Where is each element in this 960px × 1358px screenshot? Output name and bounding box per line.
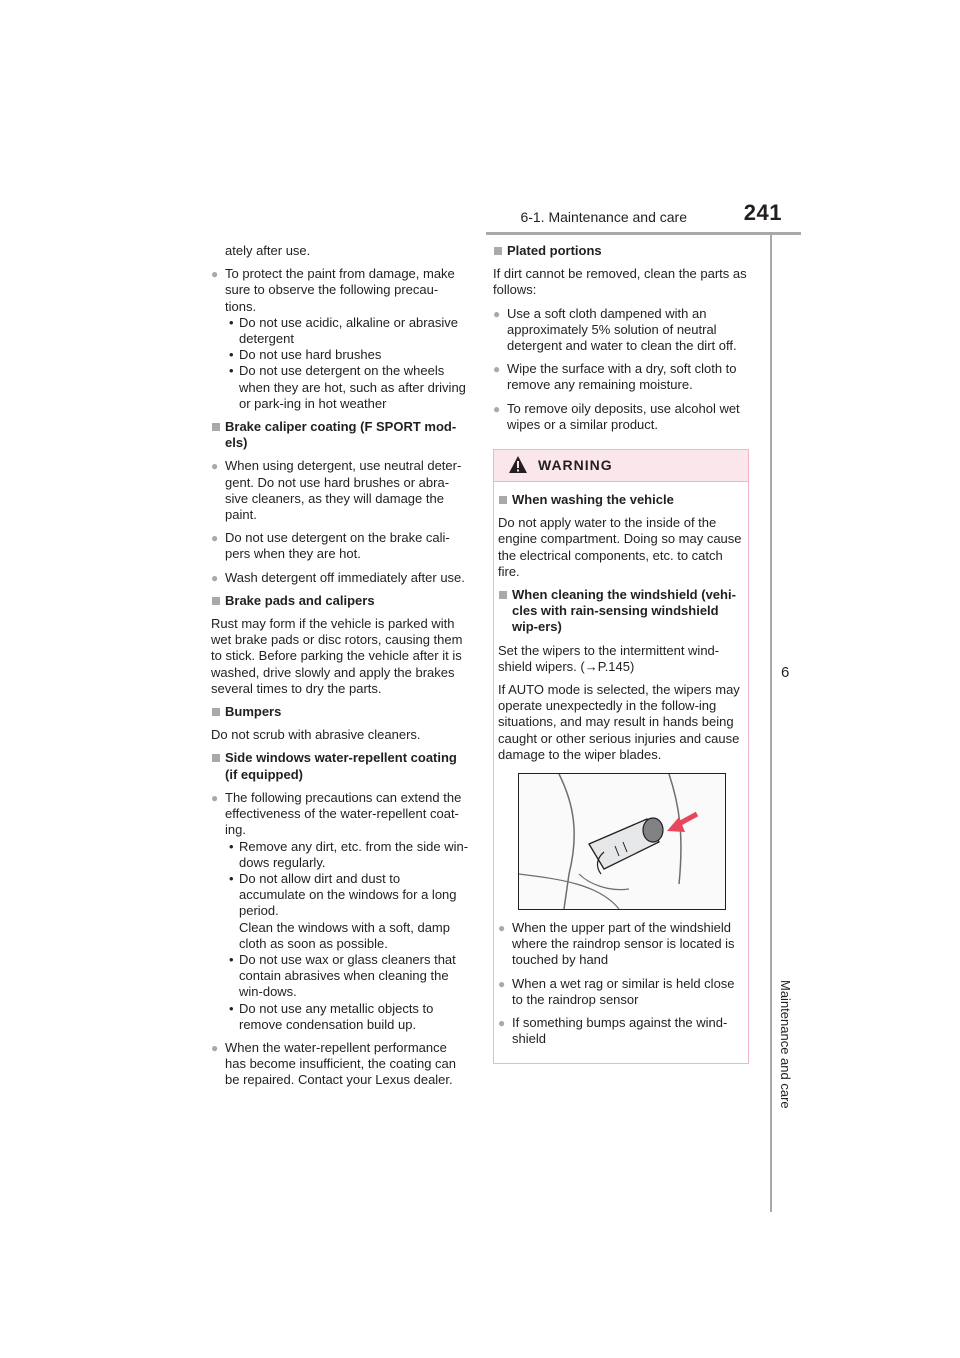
wiper-switch-illustration (518, 773, 726, 910)
bullet-text: ● When using detergent, use neutral deter-gent. Do not use hard brushes or abra-sive cleaners, as they will damage the paint. (211, 458, 469, 523)
heading-side-windows: Side windows water-repellent coating (if equipped) (211, 750, 469, 782)
bullet-text: ● Use a soft cloth dampened with an approximately 5% solution of neutral detergent and water to clean the dirt off. (493, 306, 751, 355)
left-column (211, 243, 469, 1096)
warning-triangle-icon (508, 455, 528, 475)
chapter-label: Maintenance and care (778, 980, 793, 1109)
bullet-text: ● To remove oily deposits, use alcohol wet wipes or a similar product. (493, 401, 751, 433)
heading-brake-caliper-coating: Brake caliper coating (F SPORT mod-els) (211, 419, 469, 451)
sub-bullet: • Do not use hard brushes (225, 347, 469, 363)
warning-title: WARNING (538, 457, 613, 473)
bullet-text: ● Wash detergent off immediately after use. (211, 570, 469, 586)
heading-plated-portions: Plated portions (493, 243, 751, 259)
pointer-arrow-icon (667, 814, 697, 832)
sub-bullet-text: • Do not allow dirt and dust to accumulate on the windows for a long period. (239, 870, 457, 919)
sub-bullet (225, 871, 469, 952)
bullet-text: ● The following precautions can extend the effectiveness of the water-repellent coat-ing. (225, 789, 462, 838)
paragraph: Set the wipers to the intermittent wind-shield wipers. (→P.145) (498, 642, 720, 674)
heading-washing: When washing the vehicle (498, 492, 744, 508)
page-number: 241 (743, 200, 782, 225)
sub-bullet: • Do not use wax or glass cleaners that contain abrasives when cleaning the win-dows. (225, 952, 469, 1001)
bullet-text: ● Wipe the surface with a dry, soft cloth to remove any remaining moisture. (493, 361, 751, 393)
warning-box (493, 449, 749, 1064)
sub-bullet: • Remove any dirt, etc. from the side win-dows regularly. (225, 839, 469, 871)
bullet-text: ● To protect the paint from damage, make sure to observe the following precau-tions. (225, 266, 455, 314)
sub-bullet: • Do not use acidic, alkaline or abrasive detergent (225, 315, 469, 347)
heading-windshield: When cleaning the windshield (vehi-cles with rain-sensing windshield wip-ers) (498, 587, 744, 636)
bullet-paint-protection (211, 266, 469, 412)
heading-brake-pads: Brake pads and calipers (211, 593, 469, 609)
bullet-text: ● When a wet rag or similar is held close to the raindrop sensor (498, 976, 744, 1008)
bullet-text: ● Do not use detergent on the brake cali-pers when they are hot. (211, 530, 469, 562)
paragraph: Do not apply water to the inside of the engine compartment. Doing so may cause the electrical components, etc. to catch fire. (498, 515, 742, 579)
chapter-tab (770, 232, 804, 1212)
bullet-text: ● If something bumps against the wind-shield (498, 1015, 744, 1047)
paragraph: If AUTO mode is selected, the wipers may operate unexpectedly in the follow-ing situations, and may result in hands being caught or other serious injuries and cause damage to the wiper blades. (498, 682, 740, 762)
bullet-text: ● When the upper part of the windshield where the raindrop sensor is located is touched by hand (498, 920, 744, 969)
chapter-number: 6 (781, 664, 790, 681)
sub-bullet: • Do not use any metallic objects to remove condensation build up. (225, 1001, 469, 1033)
header-rule (486, 232, 801, 235)
warning-header (494, 450, 748, 482)
heading-bumpers: Bumpers (211, 704, 469, 720)
warning-body (494, 482, 748, 1047)
continued-text: ately after use. (225, 243, 311, 258)
bullet-text: ● When the water-repellent performance has become insufficient, the coating can be repaired. Contact your Lexus dealer. (211, 1040, 469, 1089)
sub-bullet-text: Clean the windows with a soft, damp cloth as soon as possible. (239, 919, 450, 951)
sub-bullet: • Do not use detergent on the wheels when they are hot, such as after driving or park-ing in hot weather (225, 363, 469, 412)
paragraph: Do not scrub with abrasive cleaners. (211, 727, 421, 743)
right-column (493, 243, 751, 440)
section-title: 6-1. Maintenance and care (520, 209, 687, 225)
tab-divider (770, 232, 772, 1212)
paragraph: If dirt cannot be removed, clean the parts as follows: (493, 266, 747, 298)
wiper-lever-drawing (519, 774, 725, 909)
bullet-water-repellent (211, 790, 469, 1033)
paragraph: Rust may form if the vehicle is parked with wet brake pads or disc rotors, causing them to stick. Before parking the vehicle after it is washed, drive slowly and apply the brakes several times to dry the parts. (211, 616, 463, 696)
